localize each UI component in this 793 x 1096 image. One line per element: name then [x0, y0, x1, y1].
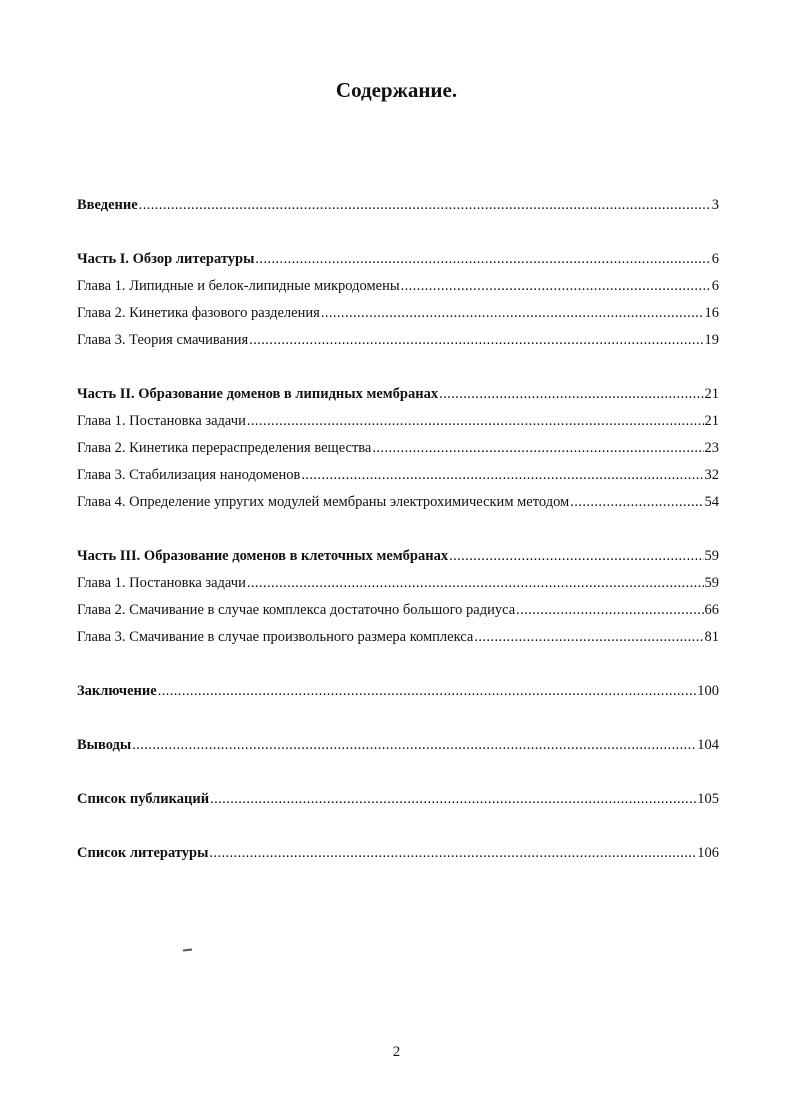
- toc-entry-label: Глава 1. Постановка задачи: [77, 413, 246, 429]
- toc-leader: [247, 410, 704, 432]
- toc-leader: [132, 734, 696, 756]
- toc-entry-page: 19: [704, 332, 719, 348]
- toc-entry-label: Часть I. Обзор литературы: [77, 251, 255, 267]
- toc-entry-label: Глава 3. Смачивание в случае произвольного размера комплекса: [77, 629, 474, 645]
- toc-entry-page: 54: [704, 494, 719, 510]
- toc-entry-introduction[interactable]: [77, 194, 719, 216]
- toc-entry-page: 104: [697, 737, 719, 753]
- toc-entry-label: Глава 1. Постановка задачи: [77, 575, 246, 591]
- scan-artifact-mark: [183, 949, 192, 952]
- toc-entry-page: 16: [704, 305, 719, 321]
- toc-entry-page: 6: [711, 278, 719, 294]
- toc-entry-part-1-chapter-3[interactable]: [77, 329, 719, 351]
- toc-entry-page: 105: [697, 791, 719, 807]
- toc-entry-label: Глава 3. Теория смачивания: [77, 332, 249, 348]
- toc-entry-part-2-chapter-3[interactable]: [77, 464, 719, 486]
- toc-entry-part-3-chapter-2[interactable]: [77, 599, 719, 621]
- toc-leader: [158, 680, 697, 702]
- toc-entry-page: 59: [704, 575, 719, 591]
- toc-entry-part-3-chapter-1[interactable]: [77, 572, 719, 594]
- toc-entry-conclusion[interactable]: [77, 680, 719, 702]
- toc-leader: [139, 194, 711, 216]
- toc-entry-findings[interactable]: [77, 734, 719, 756]
- toc-entry-part-3-chapter-3[interactable]: [77, 626, 719, 648]
- toc-entry-part-1-chapter-1[interactable]: [77, 275, 719, 297]
- toc-leader: [247, 572, 704, 594]
- toc-entry-page: 3: [711, 197, 719, 213]
- toc-leader: [321, 302, 704, 324]
- toc-entry-publications[interactable]: [77, 788, 719, 810]
- toc-entry-label: Список литературы: [77, 845, 209, 861]
- toc-entry-label: Заключение: [77, 683, 157, 699]
- toc-leader: [570, 491, 703, 513]
- toc-entry-part-1[interactable]: [77, 248, 719, 270]
- toc-entry-label: Выводы: [77, 737, 132, 753]
- toc-entry-part-2-chapter-2[interactable]: [77, 437, 719, 459]
- toc-leader: [249, 329, 703, 351]
- toc-entry-part-1-chapter-2[interactable]: [77, 302, 719, 324]
- toc-entry-page: 100: [697, 683, 719, 699]
- toc-entry-page: 21: [704, 386, 719, 402]
- toc-leader: [449, 545, 703, 567]
- toc-leader: [401, 275, 711, 297]
- toc-entry-page: 59: [704, 548, 719, 564]
- page-number: 2: [392, 1044, 401, 1060]
- toc-entry-part-2-chapter-1[interactable]: [77, 410, 719, 432]
- toc-entry-part-3[interactable]: [77, 545, 719, 567]
- toc-leader: [209, 842, 696, 864]
- toc-entry-page: 32: [704, 467, 719, 483]
- toc-entry-label: Введение: [77, 197, 138, 213]
- toc-entry-page: 21: [704, 413, 719, 429]
- toc-entry-label: Глава 4. Определение упругих модулей мембраны электрохимическим методом: [77, 494, 570, 510]
- toc-entry-page: 81: [704, 629, 719, 645]
- toc-entry-part-2-chapter-4[interactable]: [77, 491, 719, 513]
- toc-entry-references[interactable]: [77, 842, 719, 864]
- toc-entry-page: 23: [704, 440, 719, 456]
- toc-entry-label: Часть II. Образование доменов в липидных мембранах: [77, 386, 439, 402]
- toc-entry-label: Глава 2. Кинетика фазового разделения: [77, 305, 320, 321]
- toc-entry-part-2[interactable]: [77, 383, 719, 405]
- toc-entry-page: 106: [697, 845, 719, 861]
- toc-entry-label: Глава 3. Стабилизация нанодоменов: [77, 467, 301, 483]
- toc-entry-label: Глава 2. Смачивание в случае комплекса достаточно большого радиуса: [77, 602, 516, 618]
- toc-entry-label: Глава 2. Кинетика перераспределения вещества: [77, 440, 372, 456]
- toc-entry-label: Список публикаций: [77, 791, 210, 807]
- toc-entry-label: Глава 1. Липидные и белок-липидные микродомены: [77, 278, 400, 294]
- toc-leader: [210, 788, 696, 810]
- toc-leader: [439, 383, 703, 405]
- toc-leader: [255, 248, 710, 270]
- page-title: Содержание.: [335, 78, 458, 102]
- toc-entry-label: Часть III. Образование доменов в клеточных мембранах: [77, 548, 449, 564]
- toc-leader: [516, 599, 703, 621]
- toc-leader: [301, 464, 703, 486]
- toc-leader: [372, 437, 703, 459]
- toc-entry-page: 6: [711, 251, 719, 267]
- toc-entry-page: 66: [704, 602, 719, 618]
- toc-leader: [474, 626, 703, 648]
